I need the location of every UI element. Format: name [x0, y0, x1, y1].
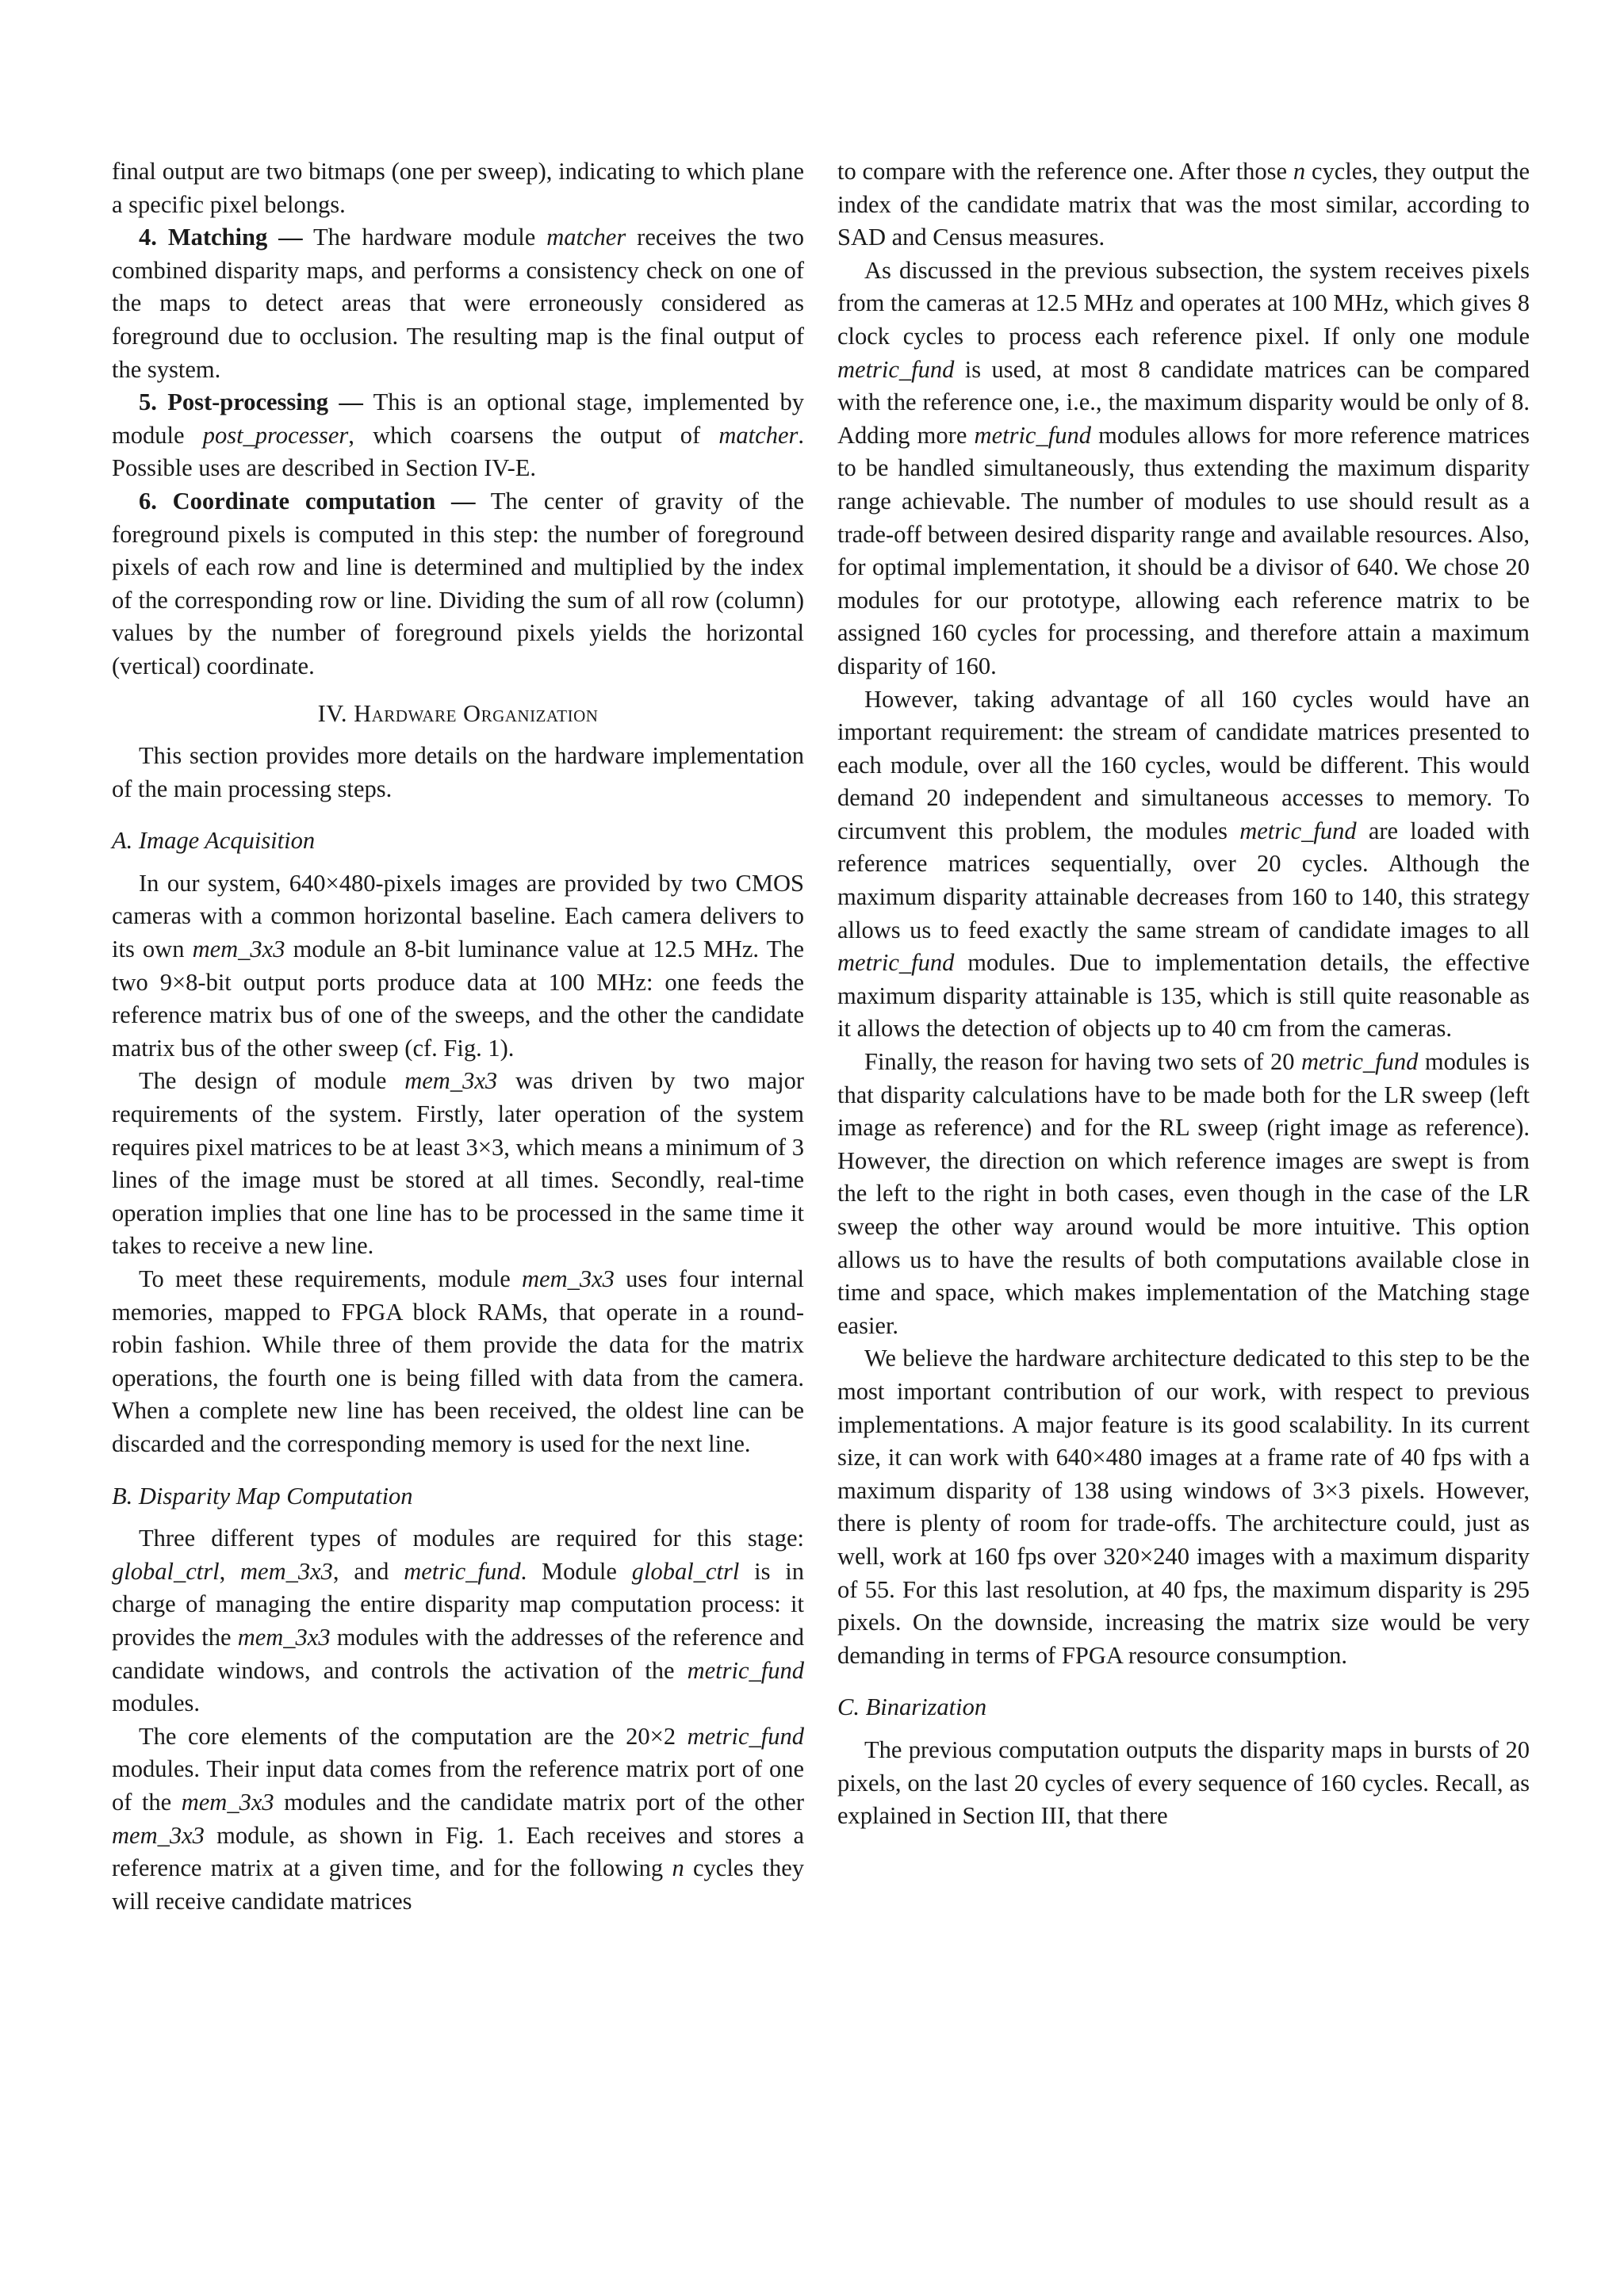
paragraph [837, 254, 1530, 683]
module-name: mem_3x3 [522, 1265, 615, 1292]
text: modules. Their input data comes from the reference matrix port of one of the [112, 1755, 804, 1816]
module-name: matcher [718, 421, 799, 449]
paragraph [837, 155, 1530, 254]
module-name: mem_3x3 [240, 1557, 333, 1585]
module-name: mem_3x3 [181, 1788, 274, 1816]
module-name: mem_3x3 [112, 1821, 205, 1849]
paragraph [837, 1046, 1530, 1342]
subsection-heading-b: B. Disparity Map Computation [112, 1482, 413, 1510]
paragraph: The previous computation outputs the disparity maps in bursts of 20 pixels, on the last 20 cycles of every sequence of 160 cycles. Recall, as explained in Section III, that there [837, 1735, 1530, 1830]
text: cycles they will receive candidate matrices [112, 1854, 805, 1915]
text: to compare with the reference one. After those [837, 158, 1293, 185]
module-name: matcher [546, 224, 626, 251]
step-5-paragraph [112, 386, 804, 485]
module-name: mem_3x3 [404, 1067, 498, 1095]
step-label: 6. Coordinate computation — [139, 487, 476, 515]
paragraph: We believe the hardware architecture dedicated to this step to be the most important contribution of our work, with respect to previous implementations. A major feature is its good scalability. In its current size, it can work with 640×480 images at a frame rate of 40 fps with a maximum disparity of 138 using windows of 3×3 pixels. However, there is plenty of room for trade-offs. The architecture could, just as well, work at 160 fps over 320×240 images with a maximum disparity of 55. For this last resolution, at 40 fps, the maximum disparity is 295 pixels. On the downside, increasing the matrix size would be very demanding in terms of FPGA resource consumption. [837, 1345, 1530, 1669]
text: was driven by two major requirements of the system. Firstly, later operation of the system requires pixel matrices to be at least 3×3, which means a minimum of 3 lines of the image must be stored at all times. Secondly, real-time operation implies that one line has to be processed in the same time it takes to receive a new line. [112, 1067, 804, 1260]
text: The core elements of the computation are the 20×2 [139, 1722, 688, 1750]
text: Finally, the reason for having two sets of 20 [864, 1048, 1301, 1076]
step-label: 4. Matching — [139, 224, 303, 251]
module-name: metric_fund [837, 355, 955, 383]
text: module an 8-bit luminance value at 12.5 MHz. The two 9×8-bit output ports produce data at 100 MHz: one feeds the reference matrix bus of one of the sweeps, and the other the candidate matrix bus of the other sweep (cf. Fig. 1). [112, 936, 804, 1062]
section-intro: This section provides more details on the hardware implementation of the main processing steps. [112, 742, 804, 802]
paragraph [837, 683, 1530, 1047]
paragraph [112, 867, 804, 1066]
paragraph: final output are two bitmaps (one per sweep), indicating to which plane a specific pixel belongs. [112, 158, 804, 218]
text: As discussed in the previous subsection, the system receives pixels from the cameras at 12.5 MHz and operates at 100 MHz, which gives 8 clock cycles to process each reference pixel. If only one module [837, 256, 1530, 350]
text: This is an optional stage, implemented by module [112, 388, 804, 449]
text: In our system, 640×480-pixels images are provided by two CMOS cameras with a common horizontal baseline. Each camera delivers to its own [112, 869, 804, 963]
text: The center of gravity of the foreground pixels is computed in this step: the number of foreground pixels of each row and line is determined and multiplied by the index of the corresponding row or line. Dividing the sum of all row (column) values by the number of foreground pixels yields the horizontal (vertical) coordinate. [112, 487, 805, 679]
text: To meet these requirements, module [139, 1265, 523, 1292]
math-variable: n [672, 1854, 684, 1882]
text: modules. Due to implementation details, the effective maximum disparity attainable is 135, which is still quite reasonable as it allows the detection of objects up to 40 cm from the cameras. [837, 949, 1530, 1043]
text: modules and the candidate matrix port of the other [274, 1788, 804, 1816]
text: , [219, 1557, 240, 1585]
module-name: post_processer [202, 421, 349, 449]
module-name: metric_fund [1300, 1048, 1419, 1076]
section-heading: IV. Hardware Organization [317, 699, 599, 727]
text: uses four internal memories, mapped to FPGA block RAMs, that operate in a round-robin fashion. While three of them provide the data for the matrix operations, the fourth one is being filled with data from the camera. When a complete new line has been received, the oldest line can be discarded and the corresponding memory is used for the next line. [112, 1265, 804, 1457]
text: However, taking advantage of all 160 cycles would have an important requirement: the stream of candidate matrices presented to each module, over all the 160 cycles, would be different. This would demand 20 independent and simultaneous accesses to memory. To circumvent this problem, the modules [837, 685, 1530, 844]
text: is used, at most 8 candidate matrices can be compared with the reference one, i.e., the maximum disparity would be only of 8. Adding more [837, 355, 1530, 449]
text: module, as shown in Fig. 1. Each receives and stores a reference matrix at a given time, and for the following [112, 1821, 804, 1882]
paragraph [112, 1263, 804, 1461]
text: is in charge of managing the entire disparity map computation process: it provides the [112, 1557, 804, 1651]
math-variable: n [1293, 158, 1306, 185]
module-name: metric_fund [687, 1656, 804, 1684]
paragraph [112, 1065, 804, 1263]
subsection-heading-c: C. Binarization [837, 1693, 987, 1721]
step-label: 5. Post-processing — [139, 388, 363, 416]
left-column [112, 155, 804, 1918]
paragraph [112, 1720, 804, 1919]
text: modules with the addresses of the reference and candidate windows, and controls the activation of the [112, 1623, 804, 1684]
text: , and [332, 1557, 404, 1585]
text: The design of module [139, 1067, 405, 1095]
step-6-paragraph [112, 485, 804, 683]
paragraph [112, 1522, 804, 1720]
module-name: global_ctrl [631, 1557, 740, 1585]
module-name: metric_fund [404, 1557, 521, 1585]
text: , which coarsens the output of [348, 421, 719, 449]
module-name: global_ctrl [112, 1557, 220, 1585]
module-name: metric_fund [974, 421, 1091, 449]
module-name: metric_fund [1239, 817, 1357, 844]
module-name: metric_fund [687, 1722, 804, 1750]
module-name: mem_3x3 [237, 1623, 331, 1651]
text: are loaded with reference matrices sequentially, over 20 cycles. Although the maximum disparity attainable decreases from 160 to 140, this strategy allows us to feed exactly the same stream of candidate images to all [837, 817, 1530, 943]
module-name: metric_fund [837, 949, 955, 977]
text: modules. [112, 1689, 200, 1717]
text: . Module [520, 1557, 632, 1585]
text: modules allows for more reference matrices to be handled simultaneously, thus extending the maximum disparity range achievable. The number of modules to use should result as a trade-off between desired disparity range and available resources. Also, for optimal implementation, it should be a divisor of 640. We chose 20 modules for our prototype, allowing each reference matrix to be assigned 160 cycles for processing, and therefore attain a maximum disparity of 160. [837, 421, 1530, 679]
step-4-paragraph [112, 221, 804, 386]
text: . Possible uses are described in Section IV-E. [112, 421, 804, 482]
subsection-heading-a: A. Image Acquisition [112, 827, 316, 855]
text: receives the two combined disparity maps, and performs a consistency check on one of the maps to detect areas that were erroneously considered as foreground due to occlusion. The resulting map is the final output of the system. [112, 224, 804, 383]
right-column [837, 155, 1530, 1833]
module-name: mem_3x3 [192, 936, 285, 963]
text: cycles, they output the index of the candidate matrix that was the most similar, according to SAD and Census measures. [837, 158, 1530, 251]
text: Three different types of modules are required for this stage: [139, 1525, 804, 1552]
text: The hardware module [302, 224, 547, 251]
text: modules is that disparity calculations have to be made both for the LR sweep (left image as reference) and for the RL sweep (right image as reference). However, the direction on which reference images are swept is from the left to the right in both cases, even though in the case of the LR sweep the other way around would be more intuitive. This option allows us to have the results of both computations available close in time and space, which makes implementation of the Matching stage easier. [837, 1048, 1530, 1339]
